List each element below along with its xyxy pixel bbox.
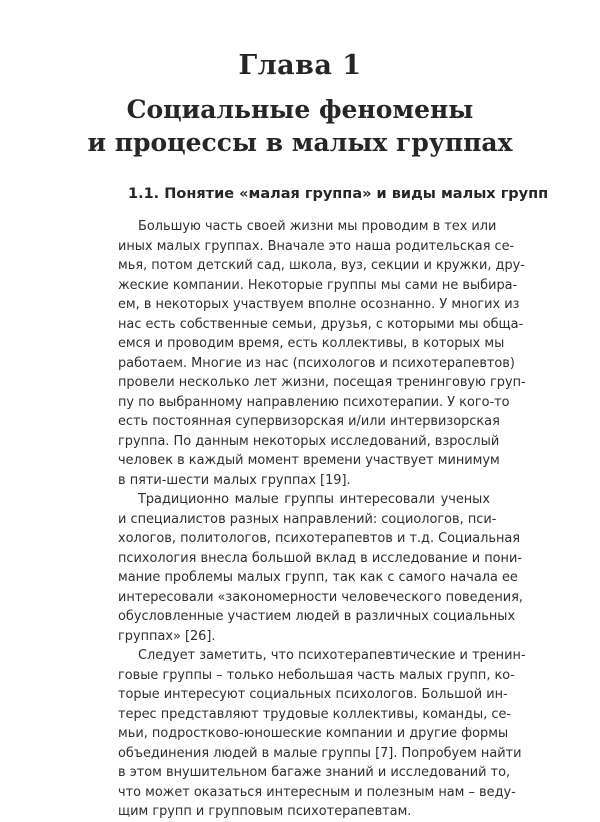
paragraph (118, 217, 526, 490)
chapter-label: Глава 1 (238, 50, 362, 81)
section-title: 1.1. Понятие «малая группа» и виды малых групп (128, 186, 549, 202)
chapter-title (0, 93, 600, 159)
text-line: мья, потом детский сад, школа, вуз, секции и кружки, дру- (118, 258, 525, 273)
text-line: работаем. Многие из нас (психологов и психотерапевтов) (118, 355, 515, 371)
paragraph (118, 646, 526, 822)
text-line: группа. По данным некоторых исследований, взрослый (118, 433, 500, 449)
text-line: в пяти-шести малых группах [19]. (118, 472, 351, 488)
text-line: Большую часть своей жизни мы проводим в тех или (138, 219, 497, 234)
text-line: ем, в некоторых участвуем вполне осознанно. У многих из (118, 297, 520, 312)
text-line: провели несколько лет жизни, посещая тренинговую груп- (118, 375, 526, 390)
text-line: и специалистов разных направлений: социологов, пси- (118, 511, 497, 527)
text-line: объединения людей в малые группы [7]. Попробуем найти (118, 745, 522, 761)
text-line: нас есть собственные семьи, друзья, с которыми мы обща- (118, 316, 524, 332)
text-line: Следует заметить, что психотерапевтические и тренин- (138, 648, 526, 663)
text-line: жеские компании. Некоторые группы мы сами не выбира- (118, 277, 518, 293)
text-line: обусловленные участием людей в различных социальных (118, 609, 516, 624)
text-line: емся и проводим время, есть коллективы, в которых мы (118, 336, 505, 351)
text-line: мание проблемы малых групп, так как с самого начала ее (118, 570, 518, 585)
chapter-title-line: Социальные феномены (126, 95, 474, 124)
text-line: в этом внушительном багаже знаний и исследований то, (118, 765, 511, 780)
text-line: пу по выбранному направлению психотерапии. У кого-то (118, 394, 510, 410)
text-line: интересовали «закономерности человеческого поведения, (118, 589, 524, 605)
text-line: хологов, политологов, психотерапевтов и т.д. Социальная (118, 531, 521, 546)
text-line: щим групп и групповым психотерапевтам. (118, 804, 412, 819)
text-line: есть постоянная супервизорская и/или интервизорская (118, 414, 500, 429)
text-line: человек в каждый момент времени участвует минимум (118, 453, 500, 468)
text-line: терес представляют трудовые коллективы, команды, се- (118, 706, 512, 722)
text-line: Традиционно малые группы интересовали ученых (138, 492, 490, 507)
paragraph (118, 490, 524, 646)
text-line: мьи, подростково-юношеские компании и другие формы (118, 726, 509, 741)
text-line: психология внесла большой вклад в исследование и пони- (118, 550, 522, 566)
text-line: группах» [26]. (118, 628, 216, 644)
text-line: что может оказаться интересным и полезным нам – веду- (118, 784, 516, 800)
text-line: иных малых группах. Вначале это наша родительская се- (118, 238, 515, 254)
chapter-title-line: и процессы в малых группах (87, 128, 513, 157)
text-line: говые группы – только небольшая часть малых групп, ко- (118, 667, 515, 683)
body-text (118, 217, 526, 822)
text-line: торые интересуют социальных психологов. Большой ин- (118, 687, 508, 702)
